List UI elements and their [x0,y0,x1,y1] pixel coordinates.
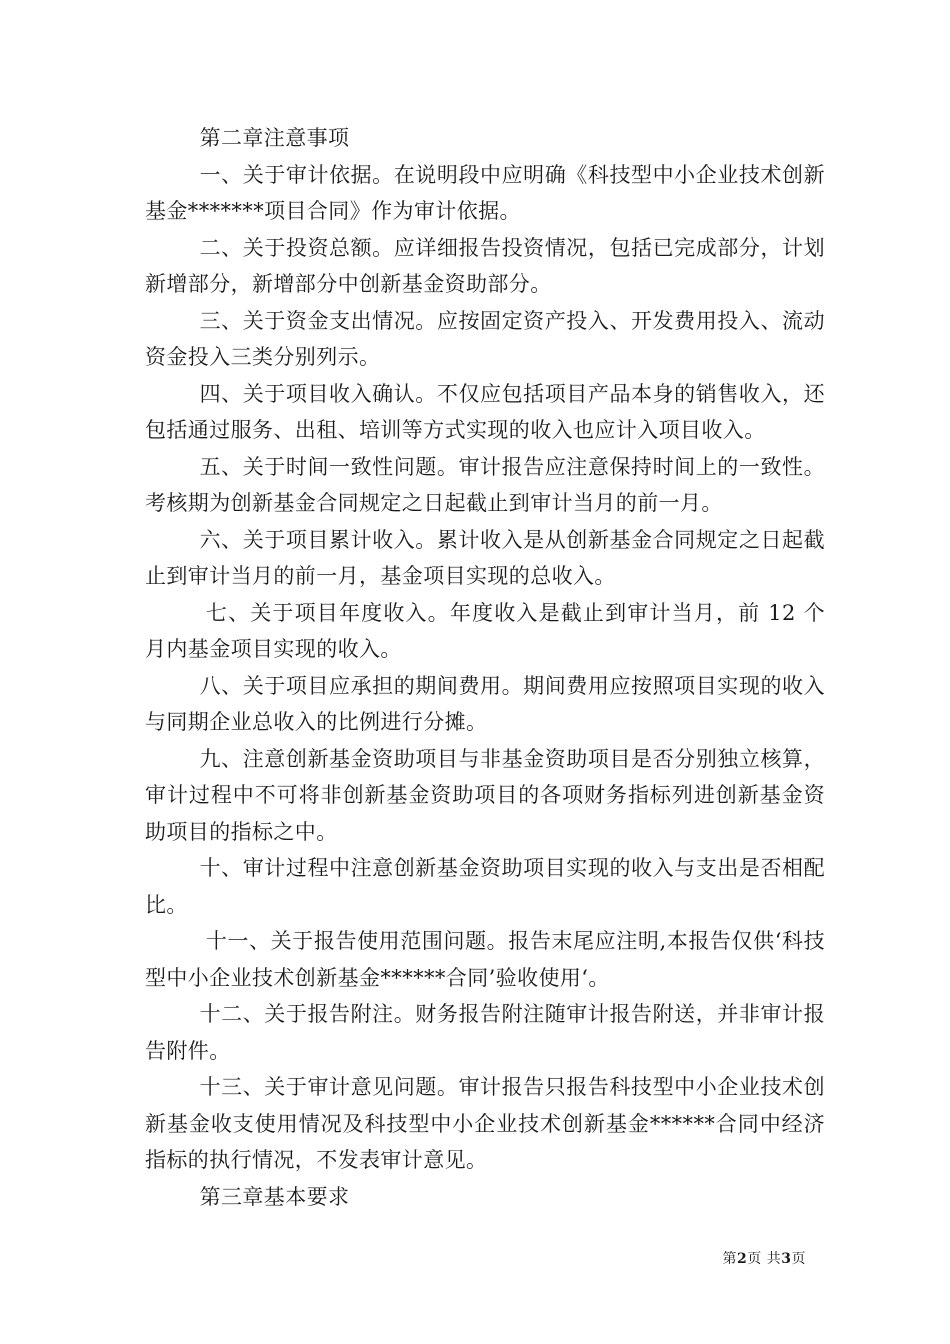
paragraph-1: 一、关于审计依据。在说明段中应明确《科技型中小企业技术创新基金*******项目合同》作为审计依据。 [145,162,825,223]
footer-total-pages: 3 [781,1251,792,1267]
footer-prefix: 第 [722,1251,738,1267]
paragraph-3: 三、关于资金支出情况。应按固定资产投入、开发费用投入、流动资金投入三类分别列示。 [145,308,825,369]
footer-page-number: 2 [737,1251,748,1267]
paragraph-8: 八、关于项目应承担的期间费用。期间费用应按照项目实现的收入与同期企业总收入的比例进行分摊。 [145,673,825,734]
chapter-heading: 第二章注意事项 [199,126,350,150]
page-footer [723,1248,806,1268]
paragraph-12: 十二、关于报告附注。财务报告附注随审计报告附送，并非审计报告附件。 [145,1002,825,1063]
paragraph-13: 十三、关于审计意见问题。审计报告只报告科技型中小企业技术创新基金收支使用情况及科技型中小企业技术创新基金******合同中经济指标的执行情况，不发表审计意见。 [145,1075,825,1172]
chapter-heading-next: 第三章基本要求 [199,1184,350,1209]
paragraph-6: 六、关于项目累计收入。累计收入是从创新基金合同规定之日起截止到审计当月的前一月，基金项目实现的总收入。 [145,527,825,588]
footer-suffix: 页 [791,1251,806,1267]
paragraph-7: 七、关于项目年度收入。年度收入是截止到审计当月，前 12 个月内基金项目实现的收入。 [145,600,825,661]
paragraph-5: 五、关于时间一致性问题。审计报告应注意保持时间上的一致性。考核期为创新基金合同规定之日起截止到审计当月的前一月。 [145,454,825,515]
paragraph-11: 十一、关于报告使用范围问题。报告末尾应注明,本报告仅供‘科技型中小企业技术创新基金******合同’验收使用‘。 [145,929,825,990]
paragraph-4: 四、关于项目收入确认。不仅应包括项目产品本身的销售收入，还包括通过服务、出租、培训等方式实现的收入也应计入项目收入。 [145,381,825,442]
document-body [145,120,825,1215]
paragraph-10: 十、审计过程中注意创新基金资助项目实现的收入与支出是否相配比。 [145,856,825,917]
footer-middle: 页 共 [747,1251,782,1267]
paragraph-2: 二、关于投资总额。应详细报告投资情况，包括已完成部分，计划新增部分，新增部分中创新基金资助部分。 [145,235,825,296]
paragraph-9: 九、注意创新基金资助项目与非基金资助项目是否分别独立核算，审计过程中不可将非创新基金资助项目的各项财务指标列进创新基金资助项目的指标之中。 [145,746,825,844]
